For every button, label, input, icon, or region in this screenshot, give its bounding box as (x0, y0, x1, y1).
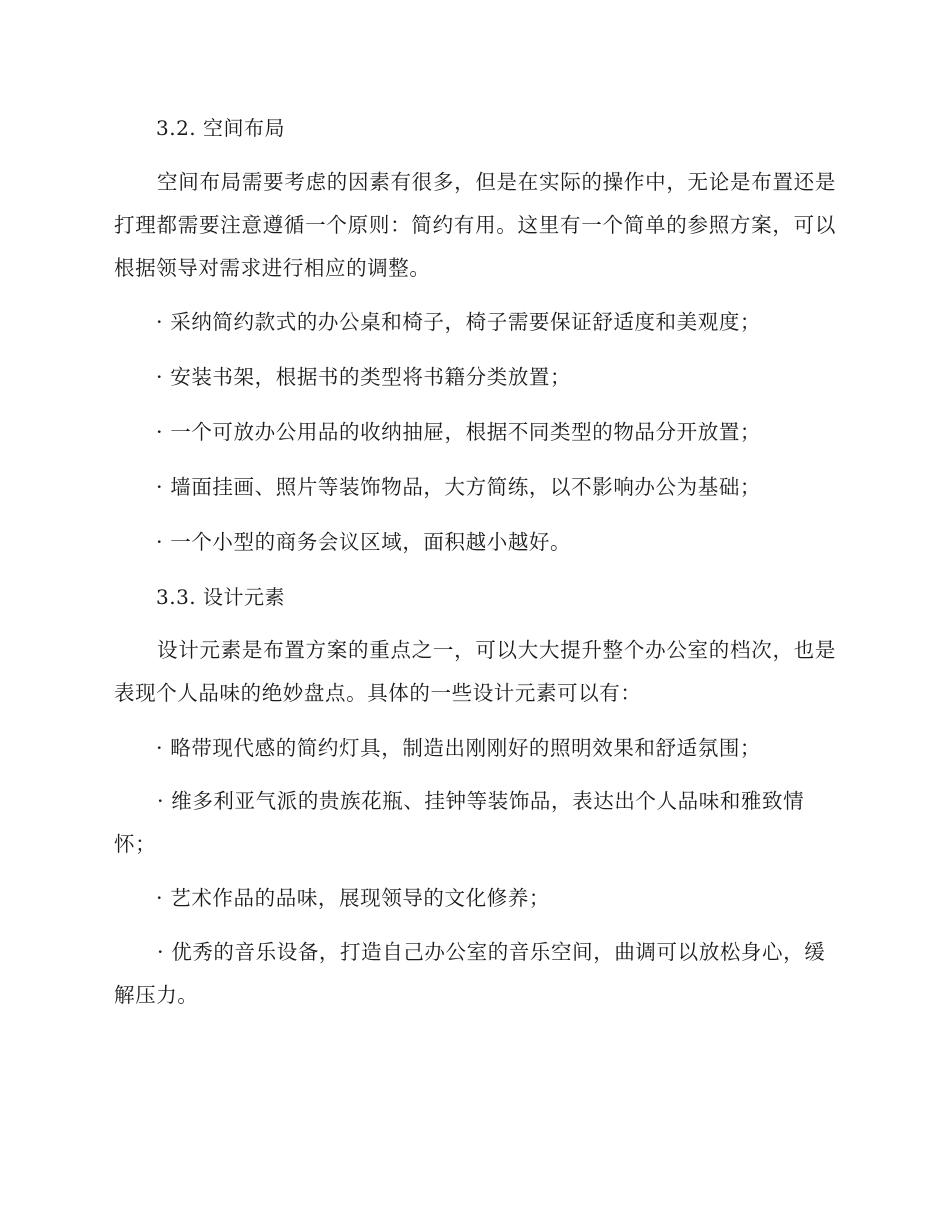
list-item: · 维多利亚气派的贵族花瓶、挂钟等装饰品，表达出个人品味和雅致情怀； (114, 789, 805, 856)
section-heading-3-2: 3.2. 空间布局 (156, 116, 286, 140)
section-heading-3-3: 3.3. 设计元素 (156, 585, 286, 609)
list-item: · 略带现代感的简约灯具，制造出刚刚好的照明效果和舒适氛围； (156, 736, 762, 760)
list-item: · 一个小型的商务会议区域，面积越小越好。 (156, 530, 572, 554)
list-item: · 优秀的音乐设备，打造自己办公室的音乐空间，曲调可以放松身心，缓解压力。 (114, 940, 826, 1007)
list-item: · 采纳简约款式的办公桌和椅子，椅子需要保证舒适度和美观度； (156, 310, 762, 334)
list-item: · 安装书架，根据书的类型将书籍分类放置； (156, 365, 572, 389)
list-item: · 一个可放办公用品的收纳抽屉，根据不同类型的物品分开放置； (156, 420, 762, 444)
section-3-3-paragraph: 设计元素是布置方案的重点之一，可以大大提升整个办公室的档次，也是表现个人品味的绝妙盘点。具体的一些设计元素可以有： (114, 638, 836, 705)
list-item: · 艺术作品的品味，展现领导的文化修养； (156, 886, 551, 910)
section-3-2-paragraph: 空间布局需要考虑的因素有很多，但是在实际的操作中，无论是布置还是打理都需要注意遵循一个原则：简约有用。这里有一个简单的参照方案，可以根据领导对需求进行相应的调整。 (114, 170, 836, 280)
list-item: · 墙面挂画、照片等装饰物品，大方简练，以不影响办公为基础； (156, 475, 762, 499)
